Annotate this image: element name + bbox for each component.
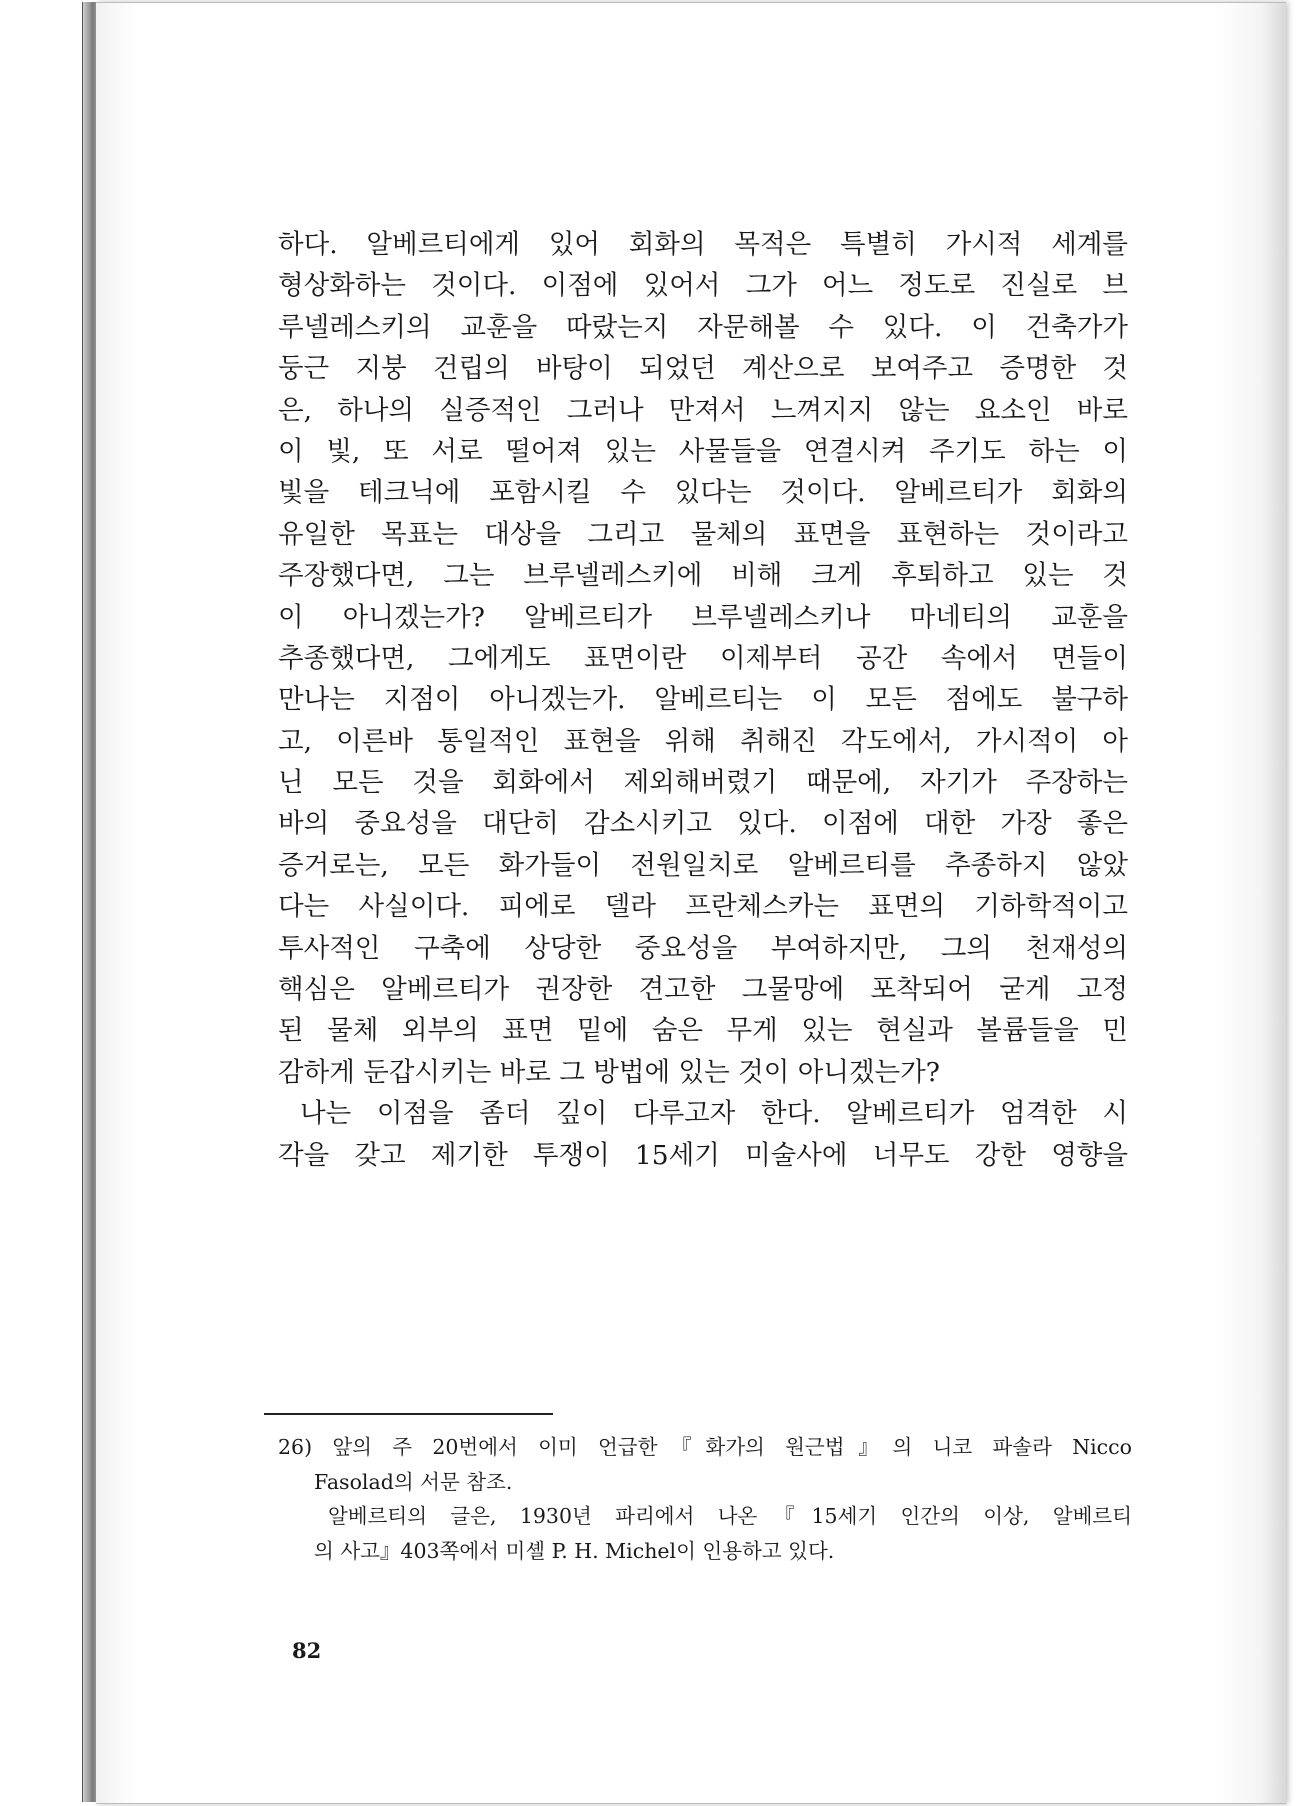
footnote-line: 의 사고』403쪽에서 미셸 P. H. Michel이 인용하고 있다. (314, 1538, 835, 1563)
page-number: 82 (292, 1638, 322, 1663)
body-line: 닌 모든 것을 회화에서 제외해버렸기 때문에, 자기가 주장하는 (278, 767, 1128, 799)
body-line-paragraph-start: 나는 이점을 좀더 깊이 다루고자 한다. 알베르티가 엄격한 시 (300, 1098, 1128, 1130)
body-line: 바의 중요성을 대단히 감소시키고 있다. 이점에 대한 가장 좋은 (278, 808, 1128, 840)
body-line: 된 물체 외부의 표면 밑에 숨은 무게 있는 현실과 볼륨들을 민 (278, 1015, 1128, 1047)
body-text (278, 224, 1128, 1176)
body-line: 이 빛, 또 서로 떨어져 있는 사물들을 연결시켜 주기도 하는 이 (278, 435, 1128, 467)
body-line: 은, 하나의 실증적인 그러나 만져서 느껴지지 않는 요소인 바로 (278, 394, 1128, 426)
body-line: 핵심은 알베르티가 권장한 견고한 그물망에 포착되어 굳게 고정 (278, 974, 1128, 1006)
body-line: 하다. 알베르티에게 있어 회화의 목적은 특별히 가시적 세계를 (278, 229, 1128, 260)
body-line: 추종했다면, 그에게도 표면이란 이제부터 공간 속에서 면들이 (278, 642, 1128, 674)
body-line: 형상화하는 것이다. 이점에 있어서 그가 어느 정도로 진실로 브 (278, 270, 1128, 302)
footnote-line: 알베르티의 글은, 1930년 파리에서 나온『15세기 인간의 이상, 알베르티 (328, 1504, 1132, 1528)
body-line: 각을 갖고 제기한 투쟁이 15세기 미술사에 너무도 강한 영향을 (278, 1139, 1128, 1171)
body-line: 고, 이른바 통일적인 표현을 위해 취해진 각도에서, 가시적이 아 (278, 725, 1128, 757)
body-line: 빛을 테크닉에 포함시킬 수 있다는 것이다. 알베르티가 회화의 (278, 477, 1128, 509)
body-line: 만나는 지점이 아니겠는가. 알베르티는 이 모든 점에도 불구하 (278, 684, 1128, 716)
body-line: 감하게 둔갑시키는 바로 그 방법에 있는 것이 아니겠는가? (278, 1056, 940, 1088)
body-line: 주장했다면, 그는 브루넬레스키에 비해 크게 후퇴하고 있는 것 (278, 560, 1128, 592)
footnote-26 (278, 1430, 1132, 1568)
body-line: 다는 사실이다. 피에로 델라 프란체스카는 표면의 기하학적이고 (278, 891, 1128, 923)
body-line: 둥근 지붕 건립의 바탕이 되었던 계산으로 보여주고 증명한 것 (278, 353, 1128, 385)
footnote-line: Fasolad의 서문 참조. (314, 1469, 513, 1494)
body-line: 증거로는, 모든 화가들이 전원일치로 알베르티를 추종하지 않았 (278, 849, 1128, 881)
body-line: 이 아니겠는가? 알베르티가 브루넬레스키나 마네티의 교훈을 (278, 601, 1128, 633)
footnote-separator (264, 1413, 553, 1415)
body-line: 루넬레스키의 교훈을 따랐는지 자문해볼 수 있다. 이 건축가가 (278, 311, 1128, 343)
footnote-line: 26) 앞의 주 20번에서 이미 언급한『화가의 원근법』의 니코 파솔라 Nicco (278, 1435, 1132, 1459)
body-line: 유일한 목표는 대상을 그리고 물체의 표면을 표현하는 것이라고 (278, 518, 1128, 550)
body-line: 투사적인 구축에 상당한 중요성을 부여하지만, 그의 천재성의 (278, 932, 1128, 964)
